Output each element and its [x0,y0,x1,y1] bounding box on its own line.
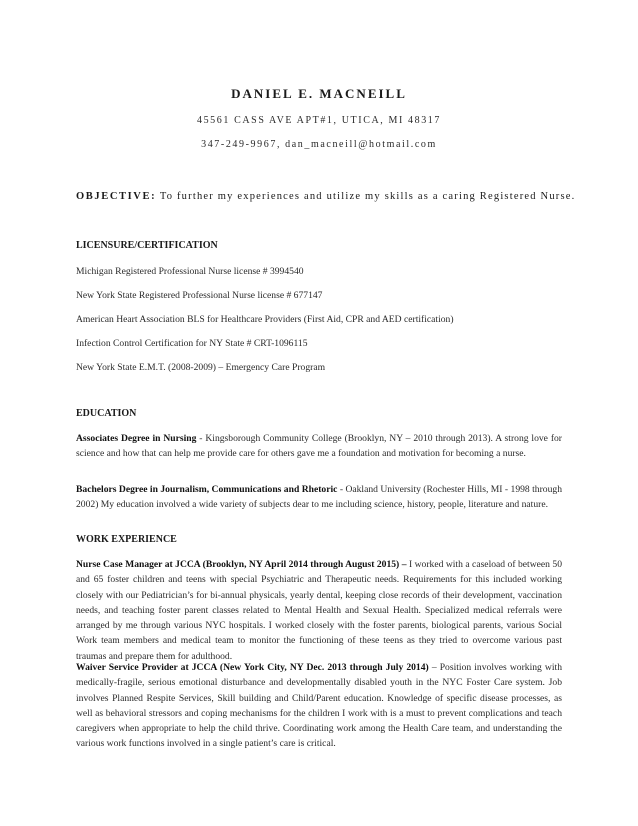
applicant-name: DANIEL E. MACNEILL [231,86,407,101]
education-degree: Associates Degree in Nursing [76,433,197,444]
education-entry [76,482,562,513]
education-details: - Kingsborough Community College (Brooklyn, NY – 2010 through 2013). A strong love for science and how that can help me provide care for others gave me a foundation and motivation for becoming a nurse. [76,433,563,460]
work-entry [76,557,562,664]
address-line: 45561 CASS AVE APT#1, UTICA, MI 48317 [196,115,442,126]
education-heading: EDUCATION [76,408,137,419]
education-entry [76,431,562,462]
objective-section [76,191,598,202]
licensure-heading: LICENSURE/CERTIFICATION [76,240,218,251]
job-title: Waiver Service Provider at JCCA (New York City, NY Dec. 2013 through July 2014) [76,662,429,673]
objective-label: OBJECTIVE: [76,191,157,202]
license-item: New York State Registered Professional Nurse license # 677147 [76,290,323,301]
license-item: Infection Control Certification for NY State # CRT-1096115 [76,338,308,349]
work-heading: WORK EXPERIENCE [76,534,177,545]
license-item: American Heart Association BLS for Healthcare Providers (First Aid, CPR and AED certification) [76,314,454,325]
job-details: – Position involves working with medically-fragile, serious emotional disturbance and developmentally disabled youth in the NYC Foster Care system. Job involves Planned Respite Services, Skill building and Child/Parent education. Knowledge of specific disease processes, as well as behavioral stressors and coping mechanisms for the children I work with is a must to prevent complications and teach caregivers when appropriate to help the child thrive. Coordinating work among the Health Care team, and understanding the various work functions involved in a single patient’s care is critical. [76,662,562,750]
job-details: I worked with a caseload of between 50 and 65 foster children and teens with special Psychiatric and Therapeutic needs. Requirements for this included working closely with our Pediatrician’s for bi-annual physicals, yearly dental, keeping close records of their development, vaccination needs, and teaching foster parent classes related to Mental Health and Sexual Health. Specialized medical referrals were arranged by me through various NYC hospitals. I worked closely with the foster parents, biological parents, various Social Work team members and medical team to monitor the functioning of these teens as they tried to overcome various past traumas and prepare them for adulthood. [76,559,562,662]
job-title: Nurse Case Manager at JCCA (Brooklyn, NY April 2014 through August 2015) – [76,559,407,570]
education-details: - Oakland University (Rochester Hills, MI - 1998 through 2002) My education involved a wide variety of subjects dear to me including science, history, people, literature and nature. [76,484,562,511]
contact-line: 347-249-9967, dan_macneill@hotmail.com [201,139,437,150]
license-item: Michigan Registered Professional Nurse license # 3994540 [76,266,304,277]
objective-text: To further my experiences and utilize my skills as a caring Registered Nurse. [159,191,576,202]
education-degree: Bachelors Degree in Journalism, Communications and Rhetoric [76,484,338,495]
work-entry [76,660,562,752]
license-item: New York State E.M.T. (2008-2009) – Emergency Care Program [76,362,326,373]
